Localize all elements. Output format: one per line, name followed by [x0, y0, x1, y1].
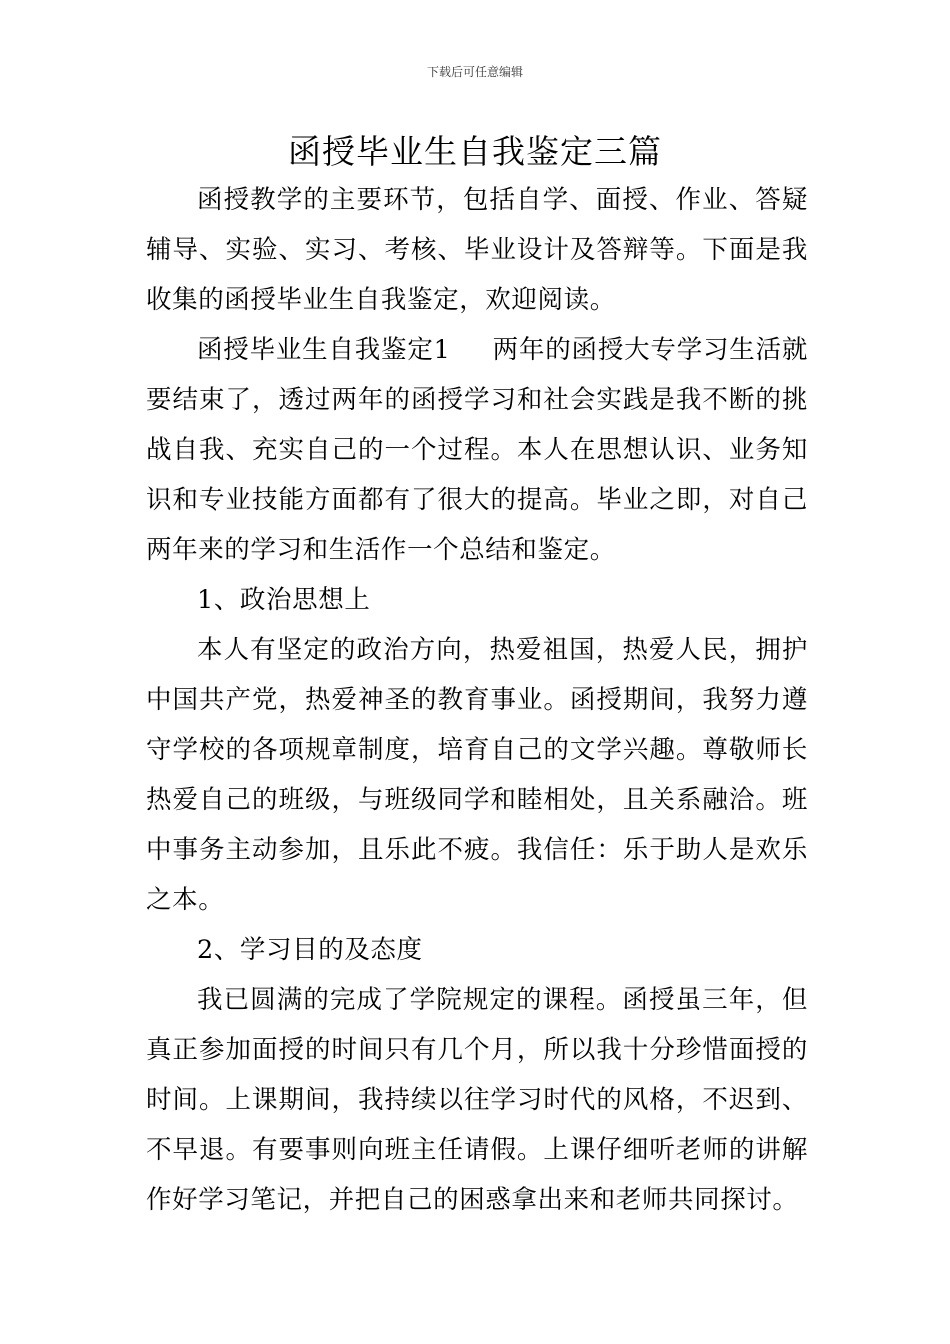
section-1-text: 两年的函授大专学习生活就要结束了，透过两年的函授学习和社会实践是我不断的挑战自我、充实自己的一个过程。本人在思想认识、业务知识和专业技能方面都有了很大的提高。毕业之即，对自己两年来的学习和生活作一个总结和鉴定。 [146, 335, 808, 565]
intro-paragraph: 函授教学的主要环节，包括自学、面授、作业、答疑辅导、实验、实习、考核、毕业设计及答辩等。下面是我收集的函授毕业生自我鉴定，欢迎阅读。 [146, 185, 808, 315]
item-2-heading: 2、学习目的及态度 [197, 935, 423, 965]
section-1-paragraph [146, 325, 808, 575]
item-2-paragraph: 我已圆满的完成了学院规定的课程。函授虽三年，但真正参加面授的时间只有几个月，所以我十分珍惜面授的时间。上课期间，我持续以往学习时代的风格，不迟到、不早退。有要事则向班主任请假。上课仔细听老师的讲解作好学习笔记，并把自己的困惑拿出来和老师共同探讨。 [146, 985, 808, 1215]
document-title: 函授毕业生自我鉴定三篇 [288, 132, 662, 171]
document-body [146, 175, 808, 1225]
item-1-heading: 1、政治思想上 [197, 585, 371, 615]
item-1-paragraph: 本人有坚定的政治方向，热爱祖国，热爱人民，拥护中国共产党，热爱神圣的教育事业。函授期间，我努力遵守学校的各项规章制度，培育自己的文学兴趣。尊敬师长热爱自己的班级，与班级同学和睦相处，且关系融洽。班中事务主动参加，且乐此不疲。我信任：乐于助人是欢乐之本。 [146, 635, 808, 915]
header-note: 下载后可任意编辑 [426, 65, 523, 79]
section-1-heading: 函授毕业生自我鉴定1 [197, 335, 451, 365]
